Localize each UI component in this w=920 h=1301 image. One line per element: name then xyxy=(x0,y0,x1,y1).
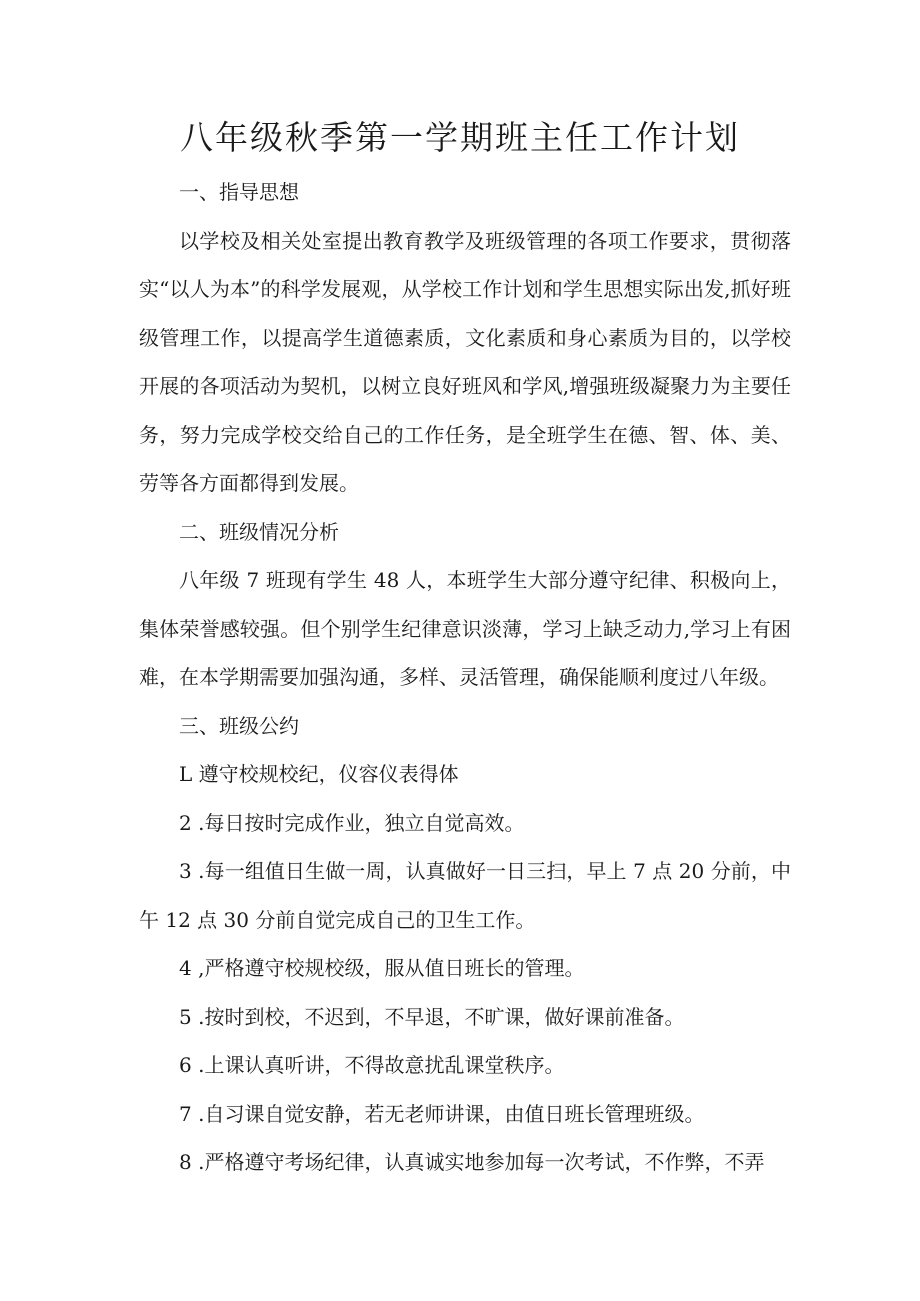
document-body xyxy=(139,168,791,1187)
rule-item-8: 8 .严格遵守考场纪律，认真诚实地参加每一次考试，不作弊，不弄 xyxy=(179,1150,765,1174)
rule-item-5: 5 .按时到校，不迟到，不早退，不旷课，做好课前准备。 xyxy=(179,1004,685,1029)
section-heading-guiding-thought: 一、指导思想 xyxy=(179,180,299,204)
rule-item-4: 4 ,严格遵守校规校级，服从值日班长的管理。 xyxy=(179,956,585,980)
rule-item-1: L 遵守校规校纪，仪容仪表得体 xyxy=(179,762,459,786)
section-heading-class-analysis: 二、班级情况分析 xyxy=(179,519,339,544)
section-paragraph-guiding-thought: 以学校及相关处室提出教育教学及班级管理的各项工作要求，贯彻落实“以人为本”的科学发展观，从学校工作计划和学生思想实际出发,抓好班级管理工作，以提高学生道德素质，文化素质和身心素质为目的，以学校开展的各项活动为契机，以树立良好班风和学风,增强班级凝聚力为主要任务，努力完成学校交给自己的工作任务，是全班学生在德、智、体、美、劳等各方面都得到发展。 xyxy=(139,228,791,495)
rule-item-6: 6 .上课认真听讲，不得故意扰乱课堂秩序。 xyxy=(179,1053,565,1077)
section-heading-class-rules: 三、班级公约 xyxy=(179,713,299,738)
rule-item-3: 3 .每一组值日生做一周，认真做好一日三扫，早上 7 点 20 分前，中午 12 点 30 分前自觉完成自己的卫生工作。 xyxy=(139,859,791,932)
page-title: 八年级秋季第一学期班主任工作计划 xyxy=(180,118,740,157)
rule-item-7: 7 .自习课自觉安静，若无老师讲课，由值日班长管理班级。 xyxy=(179,1101,705,1126)
section-paragraph-class-analysis: 八年级 7 班现有学生 48 人，本班学生大部分遵守纪律、积极向上，集体荣誉感较强。但个别学生纪律意识淡薄，学习上缺乏动力,学习上有困难，在本学期需要加强沟通，多样、灵活管理，确保能顺利度过八年级。 xyxy=(139,568,791,689)
rule-item-2: 2 .每日按时完成作业，独立自觉高效。 xyxy=(179,810,525,835)
